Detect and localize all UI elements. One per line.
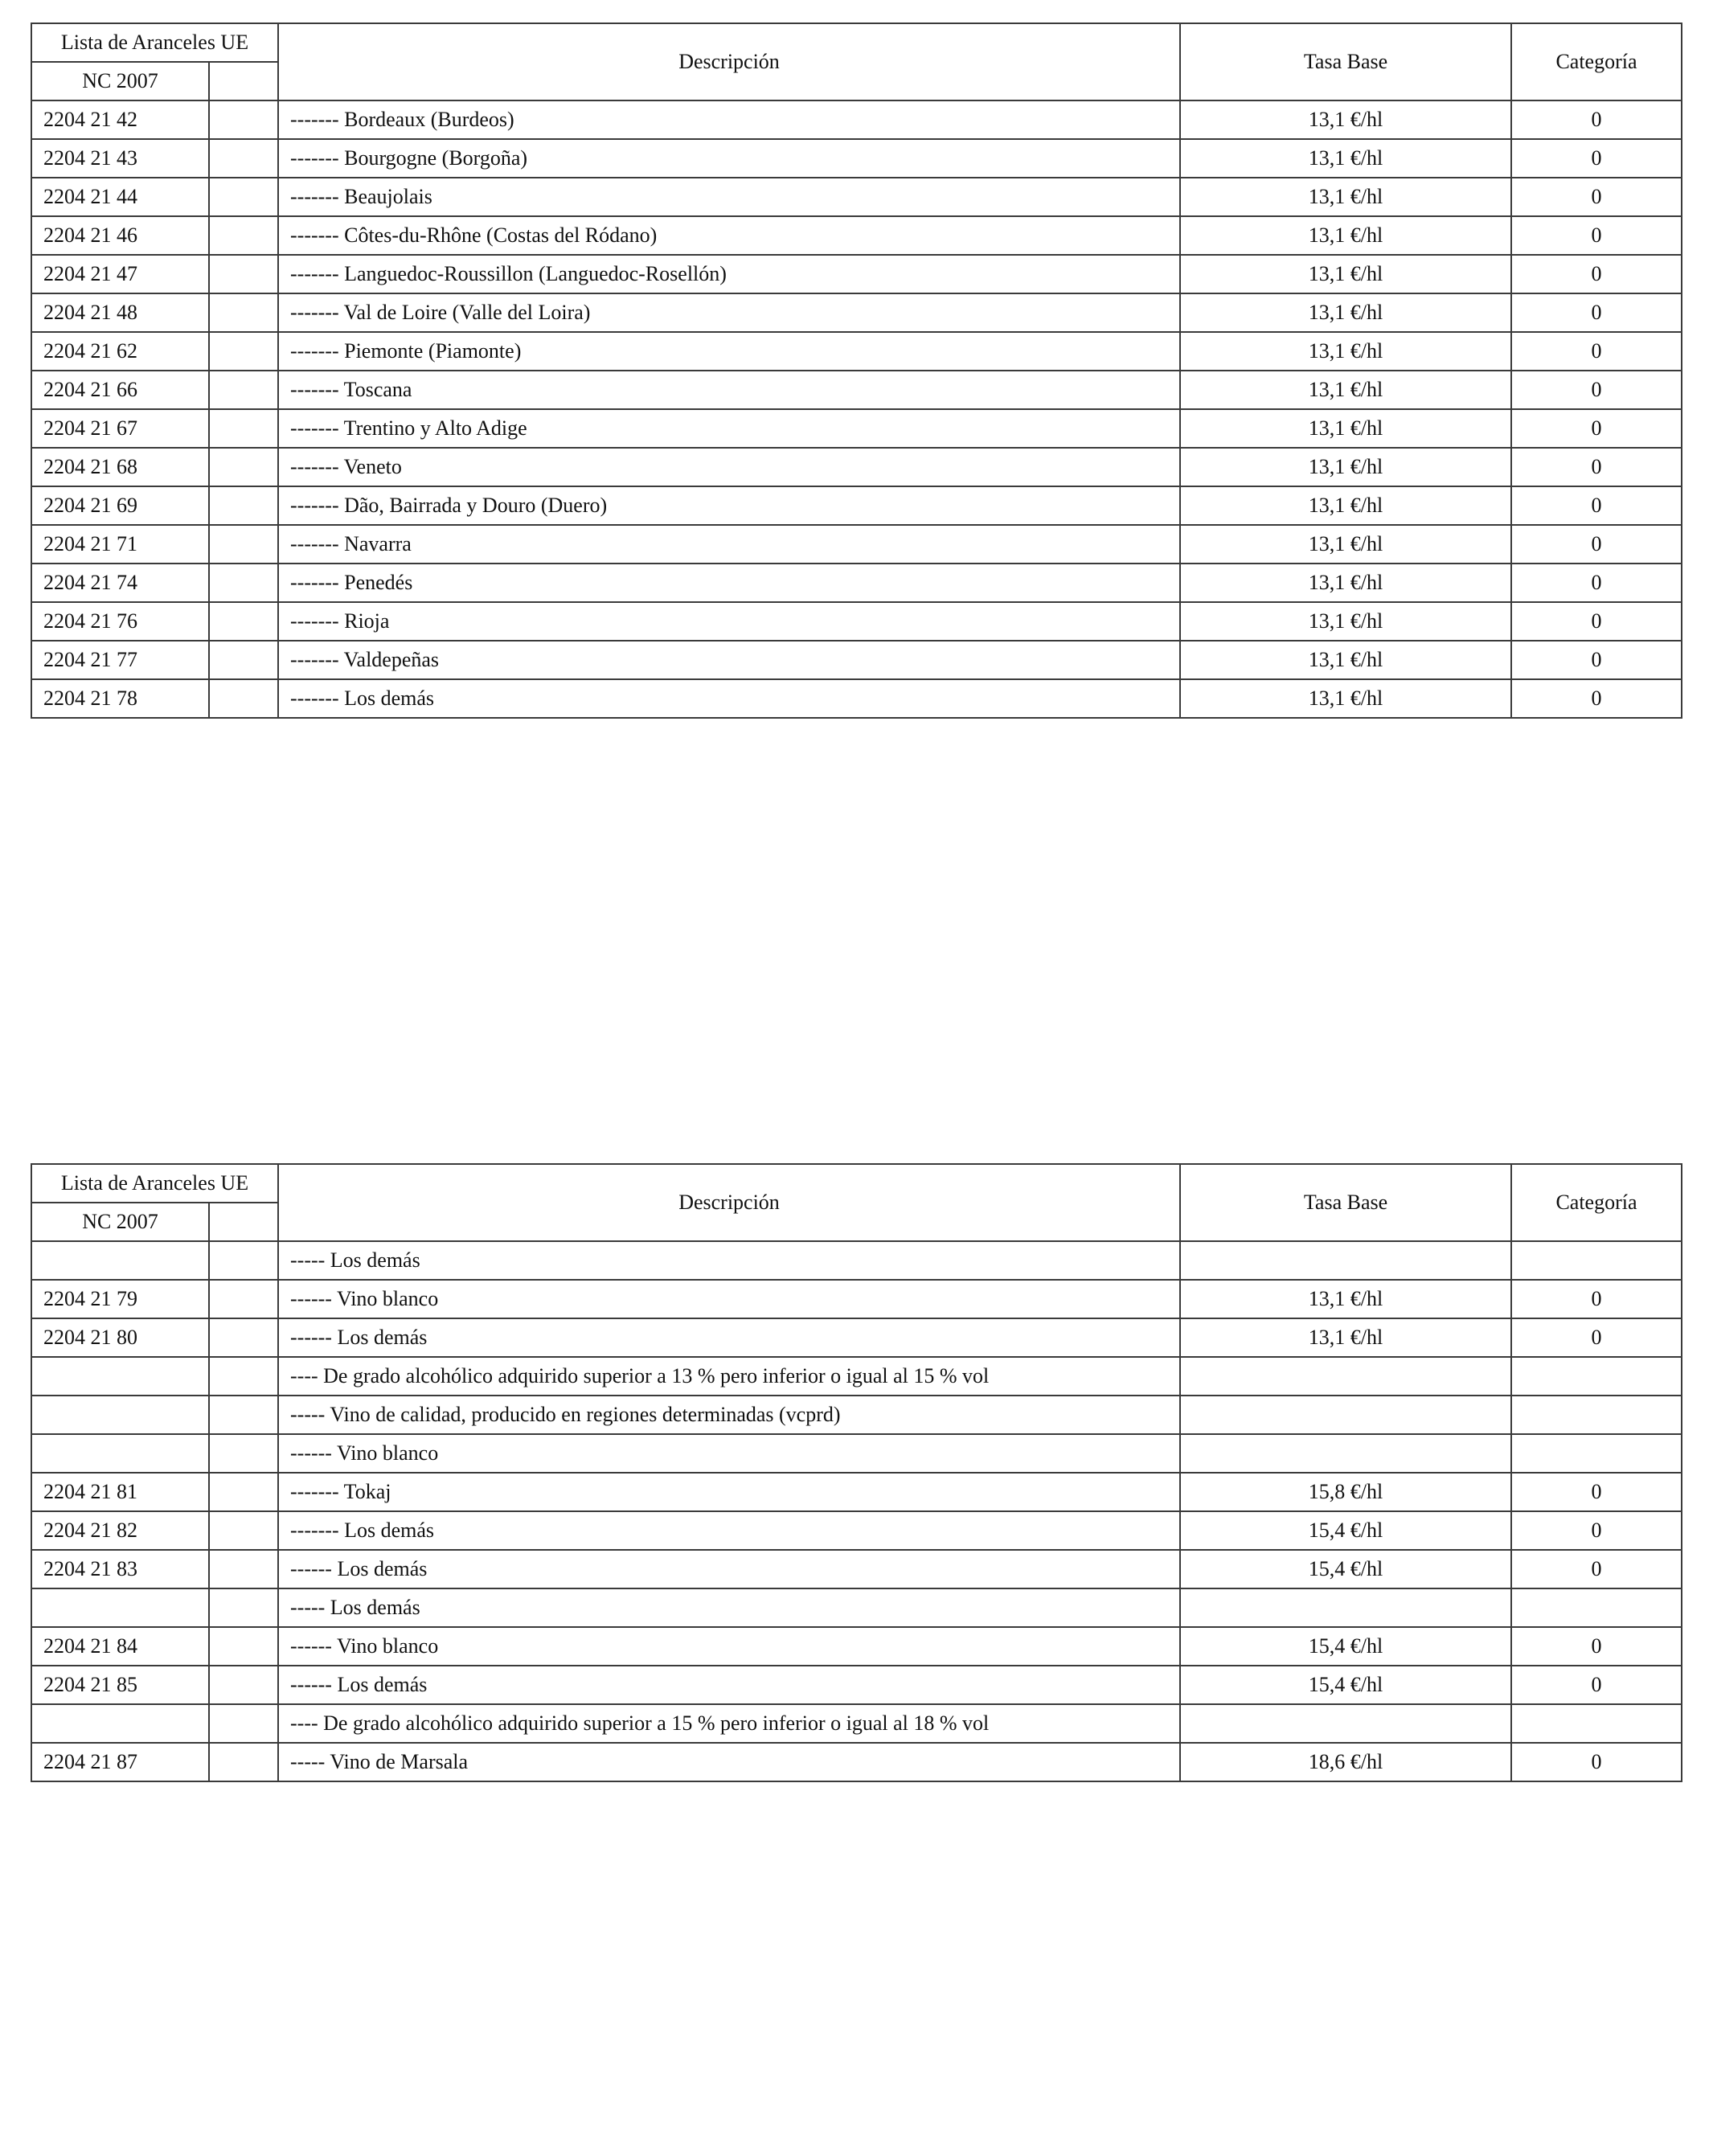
category-cell: 0 (1511, 564, 1682, 602)
empty-cell (209, 641, 278, 679)
rate-cell: 13,1 €/hl (1180, 525, 1511, 564)
empty-cell (209, 371, 278, 409)
rate-cell (1180, 1588, 1511, 1627)
empty-cell (209, 1704, 278, 1743)
empty-cell (209, 1396, 278, 1434)
description-cell: ------- Beaujolais (278, 178, 1180, 216)
empty-cell (209, 448, 278, 486)
category-cell: 0 (1511, 1280, 1682, 1318)
code-cell: 2204 21 77 (31, 641, 209, 679)
description-cell: ------- Bourgogne (Borgoña) (278, 139, 1180, 178)
category-cell: 0 (1511, 486, 1682, 525)
empty-cell (209, 1434, 278, 1473)
empty-cell (209, 1473, 278, 1511)
empty-cell (209, 679, 278, 718)
code-cell: 2204 21 48 (31, 293, 209, 332)
header-nc: NC 2007 (31, 1203, 209, 1241)
table-row (31, 1318, 1682, 1357)
tariff-table-1 (31, 23, 1682, 719)
table-row (31, 216, 1682, 255)
rate-cell: 15,4 €/hl (1180, 1511, 1511, 1550)
category-cell (1511, 1588, 1682, 1627)
empty-cell (209, 1241, 278, 1280)
category-cell: 0 (1511, 679, 1682, 718)
category-cell: 0 (1511, 293, 1682, 332)
empty-cell (209, 178, 278, 216)
table-row (31, 293, 1682, 332)
empty-cell (209, 1280, 278, 1318)
rate-cell: 13,1 €/hl (1180, 641, 1511, 679)
rate-cell: 13,1 €/hl (1180, 216, 1511, 255)
table-row (31, 1280, 1682, 1318)
code-cell (31, 1241, 209, 1280)
category-cell: 0 (1511, 409, 1682, 448)
rate-cell: 13,1 €/hl (1180, 486, 1511, 525)
table-row (31, 1511, 1682, 1550)
description-cell: ------- Côtes-du-Rhône (Costas del Ródano) (278, 216, 1180, 255)
table-row (31, 332, 1682, 371)
code-cell: 2204 21 74 (31, 564, 209, 602)
description-cell: ----- Vino de Marsala (278, 1743, 1180, 1781)
code-cell: 2204 21 84 (31, 1627, 209, 1666)
header-descripcion: Descripción (278, 1164, 1180, 1241)
description-cell: ------- Toscana (278, 371, 1180, 409)
code-cell: 2204 21 85 (31, 1666, 209, 1704)
table-row (31, 1241, 1682, 1280)
rate-cell: 13,1 €/hl (1180, 448, 1511, 486)
table-row (31, 1434, 1682, 1473)
header-lista: Lista de Aranceles UE (31, 1164, 278, 1203)
description-cell: ------- Navarra (278, 525, 1180, 564)
category-cell: 0 (1511, 1318, 1682, 1357)
code-cell (31, 1396, 209, 1434)
category-cell: 0 (1511, 255, 1682, 293)
category-cell (1511, 1396, 1682, 1434)
table-row (31, 1704, 1682, 1743)
empty-cell (209, 1550, 278, 1588)
table-row (31, 1588, 1682, 1627)
empty-cell (209, 216, 278, 255)
category-cell: 0 (1511, 178, 1682, 216)
table-row (31, 1550, 1682, 1588)
code-cell: 2204 21 46 (31, 216, 209, 255)
category-cell: 0 (1511, 1627, 1682, 1666)
empty-cell (209, 1627, 278, 1666)
description-cell: ------ Los demás (278, 1550, 1180, 1588)
description-cell: ------- Los demás (278, 1511, 1180, 1550)
category-cell (1511, 1241, 1682, 1280)
code-cell: 2204 21 42 (31, 100, 209, 139)
tariff-table-2 (31, 1163, 1682, 1782)
code-cell: 2204 21 76 (31, 602, 209, 641)
rate-cell: 13,1 €/hl (1180, 100, 1511, 139)
category-cell: 0 (1511, 1473, 1682, 1511)
category-cell (1511, 1434, 1682, 1473)
table-row (31, 409, 1682, 448)
empty-cell (209, 525, 278, 564)
category-cell: 0 (1511, 1550, 1682, 1588)
empty-cell (209, 255, 278, 293)
description-cell: ------- Penedés (278, 564, 1180, 602)
tariff-table-body (31, 23, 1682, 718)
code-cell (31, 1357, 209, 1396)
description-cell: ------ Los demás (278, 1318, 1180, 1357)
code-cell (31, 1434, 209, 1473)
header-categoria: Categoría (1511, 1164, 1682, 1241)
header-empty-cell (209, 1203, 278, 1241)
header-tasa-base: Tasa Base (1180, 1164, 1511, 1241)
header-descripcion: Descripción (278, 23, 1180, 100)
rate-cell (1180, 1396, 1511, 1434)
empty-cell (209, 1588, 278, 1627)
category-cell (1511, 1704, 1682, 1743)
rate-cell: 13,1 €/hl (1180, 371, 1511, 409)
rate-cell: 13,1 €/hl (1180, 139, 1511, 178)
empty-cell (209, 332, 278, 371)
rate-cell: 13,1 €/hl (1180, 332, 1511, 371)
table-row (31, 679, 1682, 718)
empty-cell (209, 1318, 278, 1357)
header-tasa-base: Tasa Base (1180, 23, 1511, 100)
code-cell: 2204 21 67 (31, 409, 209, 448)
category-cell: 0 (1511, 100, 1682, 139)
rate-cell: 15,8 €/hl (1180, 1473, 1511, 1511)
code-cell: 2204 21 62 (31, 332, 209, 371)
rate-cell: 15,4 €/hl (1180, 1666, 1511, 1704)
code-cell: 2204 21 71 (31, 525, 209, 564)
rate-cell: 18,6 €/hl (1180, 1743, 1511, 1781)
code-cell: 2204 21 82 (31, 1511, 209, 1550)
category-cell: 0 (1511, 525, 1682, 564)
category-cell: 0 (1511, 371, 1682, 409)
table-row (31, 1357, 1682, 1396)
code-cell (31, 1704, 209, 1743)
header-empty-cell (209, 62, 278, 100)
category-cell (1511, 1357, 1682, 1396)
description-cell: ------ Vino blanco (278, 1627, 1180, 1666)
rate-cell: 13,1 €/hl (1180, 679, 1511, 718)
header-categoria: Categoría (1511, 23, 1682, 100)
empty-cell (209, 139, 278, 178)
description-cell: ------ Los demás (278, 1666, 1180, 1704)
description-cell: ------- Veneto (278, 448, 1180, 486)
description-cell: ------- Los demás (278, 679, 1180, 718)
empty-cell (209, 486, 278, 525)
rate-cell: 13,1 €/hl (1180, 409, 1511, 448)
code-cell: 2204 21 47 (31, 255, 209, 293)
rate-cell: 13,1 €/hl (1180, 293, 1511, 332)
table-row (31, 1396, 1682, 1434)
rate-cell: 13,1 €/hl (1180, 602, 1511, 641)
description-cell: ------- Rioja (278, 602, 1180, 641)
description-cell: ----- Vino de calidad, producido en regiones determinadas (vcprd) (278, 1396, 1180, 1434)
code-cell: 2204 21 69 (31, 486, 209, 525)
category-cell: 0 (1511, 448, 1682, 486)
description-cell: ------- Bordeaux (Burdeos) (278, 100, 1180, 139)
table-row (31, 525, 1682, 564)
tariff-table-body (31, 1164, 1682, 1781)
table-row (31, 178, 1682, 216)
code-cell: 2204 21 81 (31, 1473, 209, 1511)
category-cell: 0 (1511, 641, 1682, 679)
description-cell: ------ Vino blanco (278, 1280, 1180, 1318)
table-row (31, 1473, 1682, 1511)
empty-cell (209, 1511, 278, 1550)
rate-cell: 13,1 €/hl (1180, 564, 1511, 602)
description-cell: ------- Tokaj (278, 1473, 1180, 1511)
rate-cell: 15,4 €/hl (1180, 1627, 1511, 1666)
code-cell: 2204 21 78 (31, 679, 209, 718)
header-nc: NC 2007 (31, 62, 209, 100)
category-cell: 0 (1511, 139, 1682, 178)
rate-cell (1180, 1241, 1511, 1280)
description-cell: ------- Trentino y Alto Adige (278, 409, 1180, 448)
rate-cell: 13,1 €/hl (1180, 178, 1511, 216)
code-cell: 2204 21 80 (31, 1318, 209, 1357)
empty-cell (209, 1743, 278, 1781)
header-row (31, 23, 1682, 62)
table-row (31, 448, 1682, 486)
category-cell: 0 (1511, 602, 1682, 641)
description-cell: ---- De grado alcohólico adquirido superior a 13 % pero inferior o igual al 15 % vol (278, 1357, 1180, 1396)
table-row (31, 564, 1682, 602)
table-row (31, 1666, 1682, 1704)
rate-cell: 13,1 €/hl (1180, 1280, 1511, 1318)
description-cell: ------- Val de Loire (Valle del Loira) (278, 293, 1180, 332)
empty-cell (209, 100, 278, 139)
table-row (31, 255, 1682, 293)
description-cell: ------- Valdepeñas (278, 641, 1180, 679)
description-cell: ------- Piemonte (Piamonte) (278, 332, 1180, 371)
code-cell: 2204 21 87 (31, 1743, 209, 1781)
empty-cell (209, 293, 278, 332)
table-row (31, 139, 1682, 178)
category-cell: 0 (1511, 332, 1682, 371)
rate-cell: 13,1 €/hl (1180, 1318, 1511, 1357)
description-cell: ---- De grado alcohólico adquirido superior a 15 % pero inferior o igual al 18 % vol (278, 1704, 1180, 1743)
rate-cell: 13,1 €/hl (1180, 255, 1511, 293)
category-cell: 0 (1511, 1743, 1682, 1781)
category-cell: 0 (1511, 1666, 1682, 1704)
empty-cell (209, 1666, 278, 1704)
code-cell: 2204 21 79 (31, 1280, 209, 1318)
header-row (31, 1164, 1682, 1203)
description-cell: ------- Dão, Bairrada y Douro (Duero) (278, 486, 1180, 525)
description-cell: ----- Los demás (278, 1588, 1180, 1627)
table-row (31, 602, 1682, 641)
description-cell: ------- Languedoc-Roussillon (Languedoc-Rosellón) (278, 255, 1180, 293)
code-cell (31, 1588, 209, 1627)
table-row (31, 486, 1682, 525)
code-cell: 2204 21 43 (31, 139, 209, 178)
rate-cell: 15,4 €/hl (1180, 1550, 1511, 1588)
empty-cell (209, 1357, 278, 1396)
description-cell: ----- Los demás (278, 1241, 1180, 1280)
code-cell: 2204 21 68 (31, 448, 209, 486)
rate-cell (1180, 1704, 1511, 1743)
table-row (31, 641, 1682, 679)
table-row (31, 371, 1682, 409)
empty-cell (209, 564, 278, 602)
table-row (31, 100, 1682, 139)
empty-cell (209, 409, 278, 448)
code-cell: 2204 21 66 (31, 371, 209, 409)
category-cell: 0 (1511, 1511, 1682, 1550)
description-cell: ------ Vino blanco (278, 1434, 1180, 1473)
empty-cell (209, 602, 278, 641)
rate-cell (1180, 1357, 1511, 1396)
table-row (31, 1743, 1682, 1781)
header-lista: Lista de Aranceles UE (31, 23, 278, 62)
code-cell: 2204 21 44 (31, 178, 209, 216)
table-row (31, 1627, 1682, 1666)
rate-cell (1180, 1434, 1511, 1473)
code-cell: 2204 21 83 (31, 1550, 209, 1588)
category-cell: 0 (1511, 216, 1682, 255)
